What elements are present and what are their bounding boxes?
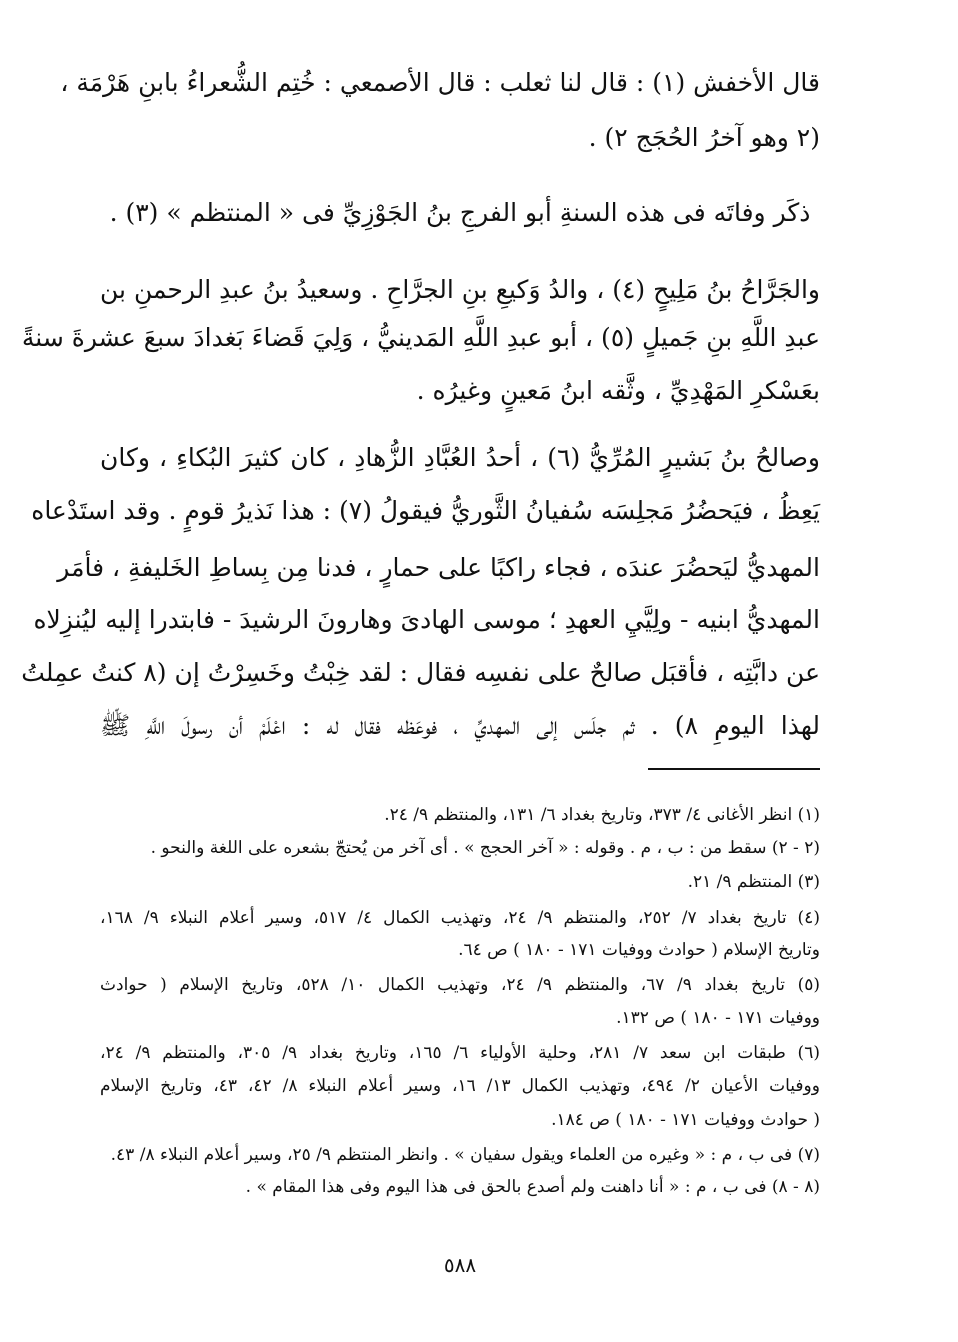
footnote-separator xyxy=(648,768,820,770)
page-number: ٥٨٨ xyxy=(443,1253,477,1277)
main-text-line: وصالحُ بنُ بَشيرٍ المُرِّيُّ (٦) ، أحدُ العُبَّادِ الزُّهادِ ، كان كثيرَ البُكاءِ ، وكان xyxy=(100,443,820,472)
footnote-line: (٢ - ٢) سقط من : ب ، م . وقوله : « آخر الحجج » . أى آخر من يُحتجّ بشعره على اللغة والنحو . xyxy=(150,838,820,858)
footnote-line: ووفيات ١٧١ - ١٨٠ ) ص ١٣٢. xyxy=(616,1008,820,1028)
main-text-line: قال الأخفش (١) : قال لنا ثعلب : قال الأصمعي : خُتِم الشُّعراءُ بابنِ هَرْمَة ، xyxy=(60,68,820,97)
main-text-line: المهديُّ ابنيه - ولِيَّيِ العهدِ ؛ موسى الهادىَ وهارونَ الرشيدَ - فابتدرا إليه ليُنزِلاه xyxy=(33,605,820,634)
main-text-line: لهذا اليومِ ٨) . ثم جلَس إلى المهديِّ ، فوعَظه فقال له : اعْلَمْ أن رسولَ اللَّهِ ﷺ xyxy=(100,711,820,740)
footnote-line: (٣) المنتظم ٩/ ٢١. xyxy=(687,872,820,892)
main-text-line: والجَرَّاحُ بنُ مَلِيحٍ (٤) ، والدُ وَكيعِ بنِ الجرَّاحِ . وسعيدُ بنُ عبدِ الرحمنِ بن xyxy=(100,275,820,304)
main-text-line: يَعِظُ ، فيَحضُرُ مَجلِسَه سُفيانُ الثَّوريُّ فيقولُ (٧) : هذا نَذيرُ قومٍ . وقد استَدْعاه xyxy=(31,496,820,525)
footnote-line: ووفيات الأعيان ٢/ ٤٩٤، وتهذيب الكمال ١٣/ ١٦، وسير أعلام النبلاء ٨/ ٤٢، ٤٣، وتاريخ الإسلام xyxy=(100,1076,820,1096)
main-text-line: المهديُّ ليَحضُرَ عندَه ، فجاء راكبًا على حمارٍ ، فدنا مِن بِساطِ الخَليفةِ ، فأمَر xyxy=(57,553,820,582)
footnote-line: (٥) تاريخ بغداد ٩/ ٦٧، والمنتظم ٩/ ٢٤، وتهذيب الكمال ١٠/ ٥٢٨، وتاريخ الإسلام ( حوادث xyxy=(100,975,820,995)
main-text-line: عبدِ اللَّهِ بنِ جَميلٍ (٥) ، أبو عبدِ اللَّهِ المَدينيُّ ، وَلِيَ قَضاءَ بَغدادَ سبعَ عشرةَ سنةً xyxy=(21,323,820,352)
footnote-line: (٦) طبقات ابن سعد ٧/ ٢٨١، وحلية الأولياء ٦/ ١٦٥، وتاريخ بغداد ٩/ ٣٠٥، والمنتظم ٩/ ٢٤، xyxy=(100,1043,820,1063)
book-page xyxy=(21,58,820,1328)
main-text-line: (٢ وهو آخرُ الحُجَج ٢) . xyxy=(588,123,820,152)
footnote-line: (٧) فى ب ، م : « وغيره من العلماء ويقول سفيان » . وانظر المنتظم ٩/ ٢٥، وسير أعلام النبلاء ٨/ ٤٣. xyxy=(110,1145,820,1165)
main-text-line: بعَسْكرِ المَهْدِيِّ ، وثَّقه ابنُ مَعينٍ وغيرُه . xyxy=(416,376,820,405)
footnote-line: ( حوادث ووفيات ١٧١ - ١٨٠ ) ص ١٨٤. xyxy=(551,1110,820,1130)
footnote-line: (٤) تاريخ بغداد ٧/ ٢٥٢، والمنتظم ٩/ ٢٤، وتهذيب الكمال ٤/ ٥١٧، وسير أعلام النبلاء ٩/ ١٦٨، xyxy=(100,908,820,928)
main-text-line: ذكَر وفاتَه فى هذه السنةِ أبو الفرجِ بنُ الجَوْزِيِّ فى « المنتظم » (٣) . xyxy=(109,198,811,227)
footnote-line: وتاريخ الإسلام ( حوادث ووفيات ١٧١ - ١٨٠ ) ص ٦٤. xyxy=(458,940,820,960)
footnote-line: (١) انظر الأغانى ٤/ ٣٧٣، وتاريخ بغداد ٦/ ١٣١، والمنتظم ٩/ ٢٤. xyxy=(384,805,820,825)
footnote-line: (٨ - ٨) فى ب ، م : « أنا داهنت ولم أصدع بالحق فى هذا اليوم وفى هذا المقام » . xyxy=(245,1177,820,1197)
main-text-line: عن دابَّتِه ، فأقبَل صالحٌ على نفسِه فقال : لقد خِبْتُ وخَسِرْتُ إن (٨ كنتُ عمِلتُ xyxy=(21,658,820,687)
